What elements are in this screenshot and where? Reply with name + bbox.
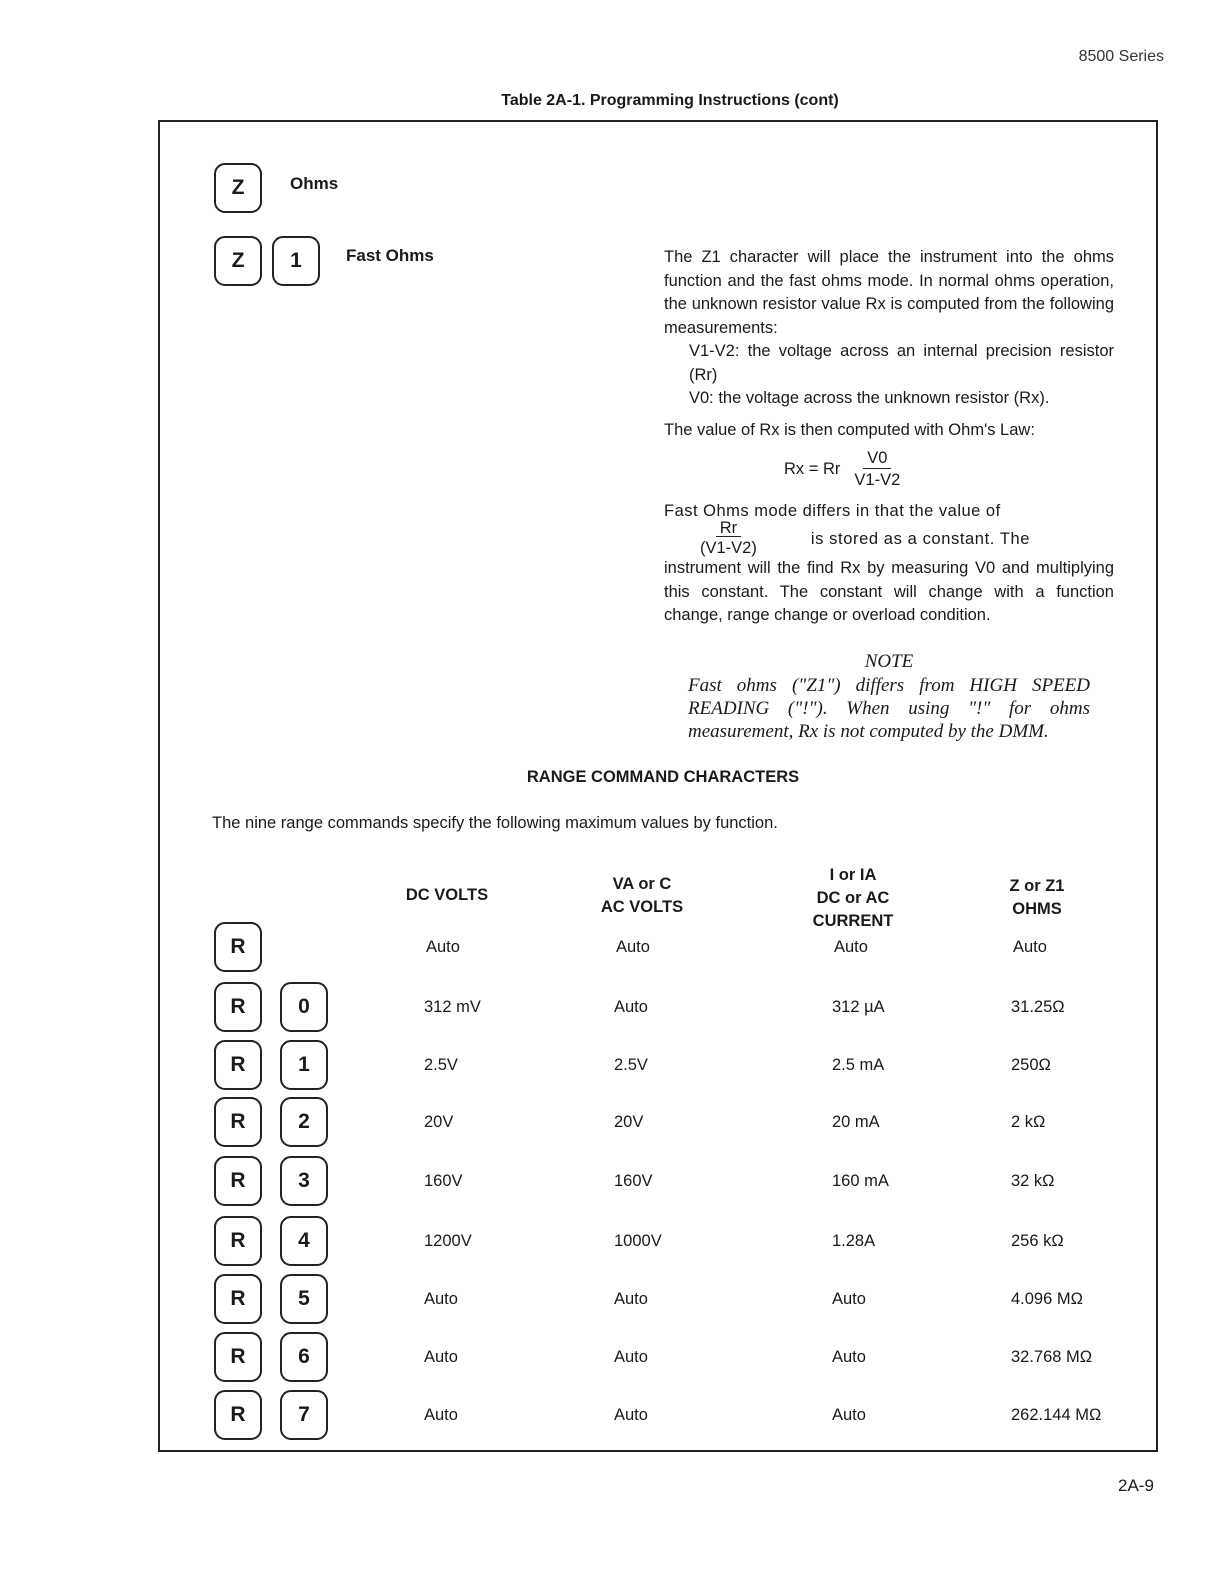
- key-7: 7: [280, 1390, 328, 1440]
- ohms-label: Ohms: [290, 174, 339, 193]
- table-cell: 20 mA: [832, 1113, 880, 1131]
- col-header-ac-volts: VA or C AC VOLTS: [600, 875, 684, 916]
- table-cell: 1200V: [424, 1232, 472, 1250]
- item-v0: V0: the voltage across the unknown resistor (Rx).: [689, 389, 1050, 407]
- table-cell: Auto: [424, 1290, 458, 1308]
- table-cell: 250Ω: [1011, 1056, 1051, 1074]
- table-cell: Auto: [426, 938, 460, 956]
- table-cell: Auto: [614, 998, 648, 1016]
- table-cell: 2.5 mA: [832, 1056, 885, 1074]
- key-2: 2: [280, 1097, 328, 1147]
- table-cell: 160V: [614, 1172, 653, 1190]
- para-2: The value of Rx is then computed with Ohm's Law:: [664, 420, 1035, 439]
- note-text: Fast ohms ("Z1") differs from HIGH SPEED READING ("!"). When using "!" for ohms measurement, Rx is not computed by the DMM.: [688, 675, 1090, 742]
- ohms-law-formula: [664, 448, 1114, 491]
- series-label: 8500 Series: [1078, 48, 1164, 65]
- rr-numerator: Rr: [716, 520, 741, 537]
- formula-numerator: V0: [863, 448, 891, 469]
- key-0: 0: [280, 982, 328, 1032]
- key-r: R: [214, 1216, 262, 1266]
- table-cell: Auto: [424, 1406, 458, 1424]
- formula-lhs: Rx = Rr: [784, 460, 841, 478]
- table-cell: 20V: [614, 1113, 644, 1131]
- key-r: R: [214, 1332, 262, 1382]
- table-cell: 2.5V: [614, 1056, 648, 1074]
- note-block: [664, 650, 1114, 743]
- table-cell: 312 mV: [424, 998, 481, 1016]
- key-r: R: [214, 1097, 262, 1147]
- key-4: 4: [280, 1216, 328, 1266]
- table-cell: 312 µA: [832, 998, 885, 1016]
- range-heading: RANGE COMMAND CHARACTERS: [526, 768, 800, 786]
- para-1: The Z1 character will place the instrument into the ohms function and the fast ohms mode. In normal ohms operation, the unknown resistor value Rx is computed from the following measurements:: [664, 248, 1114, 337]
- para-3b: is stored as a constant. The: [810, 530, 1031, 548]
- table-title: Table 2A-1. Programming Instructions (cont): [501, 92, 839, 109]
- col-header-ohms: Z or Z1 OHMS: [1009, 877, 1065, 918]
- table-cell: 1.28A: [832, 1232, 876, 1250]
- table-cell: Auto: [832, 1290, 866, 1308]
- note-title: NOTE: [864, 651, 914, 672]
- table-cell: 20V: [424, 1113, 454, 1131]
- table-cell: Auto: [834, 938, 868, 956]
- table-cell: 262.144 MΩ: [1011, 1406, 1102, 1424]
- key-1: 1: [272, 236, 320, 286]
- item-v1v2: V1-V2: the voltage across an internal precision resistor (Rr): [689, 342, 1114, 384]
- col-header-dc-volts: DC VOLTS: [405, 886, 489, 904]
- table-cell: 32.768 MΩ: [1011, 1348, 1093, 1366]
- formula-fraction: [850, 448, 904, 491]
- table-cell: Auto: [832, 1406, 866, 1424]
- table-cell: 4.096 MΩ: [1011, 1290, 1083, 1308]
- key-r: R: [214, 1040, 262, 1090]
- col-header-current: I or IA DC or AC CURRENT: [812, 866, 894, 930]
- key-r: R: [214, 982, 262, 1032]
- key-r: R: [214, 922, 262, 972]
- key-1: 1: [280, 1040, 328, 1090]
- key-5: 5: [280, 1274, 328, 1324]
- table-cell: 160V: [424, 1172, 463, 1190]
- table-cell: Auto: [1013, 938, 1047, 956]
- rr-fraction: [696, 520, 761, 559]
- formula-denominator: V1-V2: [854, 471, 901, 489]
- table-cell: Auto: [424, 1348, 458, 1366]
- key-z: Z: [214, 163, 262, 213]
- range-intro: The nine range commands specify the following maximum values by function.: [212, 814, 778, 832]
- table-cell: Auto: [614, 1290, 648, 1308]
- table-cell: Auto: [616, 938, 650, 956]
- key-3: 3: [280, 1156, 328, 1206]
- rr-fraction-line: [664, 520, 1114, 559]
- table-cell: 2.5V: [424, 1056, 458, 1074]
- table-cell: Auto: [614, 1348, 648, 1366]
- table-cell: 32 kΩ: [1011, 1172, 1055, 1190]
- table-cell: 1000V: [614, 1232, 662, 1250]
- key-r: R: [214, 1390, 262, 1440]
- key-6: 6: [280, 1332, 328, 1382]
- key-r: R: [214, 1274, 262, 1324]
- table-cell: Auto: [832, 1348, 866, 1366]
- table-cell: 256 kΩ: [1011, 1232, 1064, 1250]
- table-cell: Auto: [614, 1406, 648, 1424]
- rr-denominator: (V1-V2): [700, 539, 757, 557]
- table-cell: 160 mA: [832, 1172, 889, 1190]
- page-number: 2A-9: [1118, 1476, 1154, 1495]
- fast-ohms-label: Fast Ohms: [346, 246, 434, 265]
- table-cell: 2 kΩ: [1011, 1113, 1046, 1131]
- fast-ohms-description: [664, 246, 1114, 442]
- key-z: Z: [214, 236, 262, 286]
- para-3: Fast Ohms mode differs in that the value of: [664, 502, 1001, 520]
- table-cell: 31.25Ω: [1011, 998, 1065, 1016]
- para-4: instrument will the find Rx by measuring V0 and multiplying this constant. The constant will change with a function change, range change or overload condition.: [664, 559, 1114, 624]
- key-r: R: [214, 1156, 262, 1206]
